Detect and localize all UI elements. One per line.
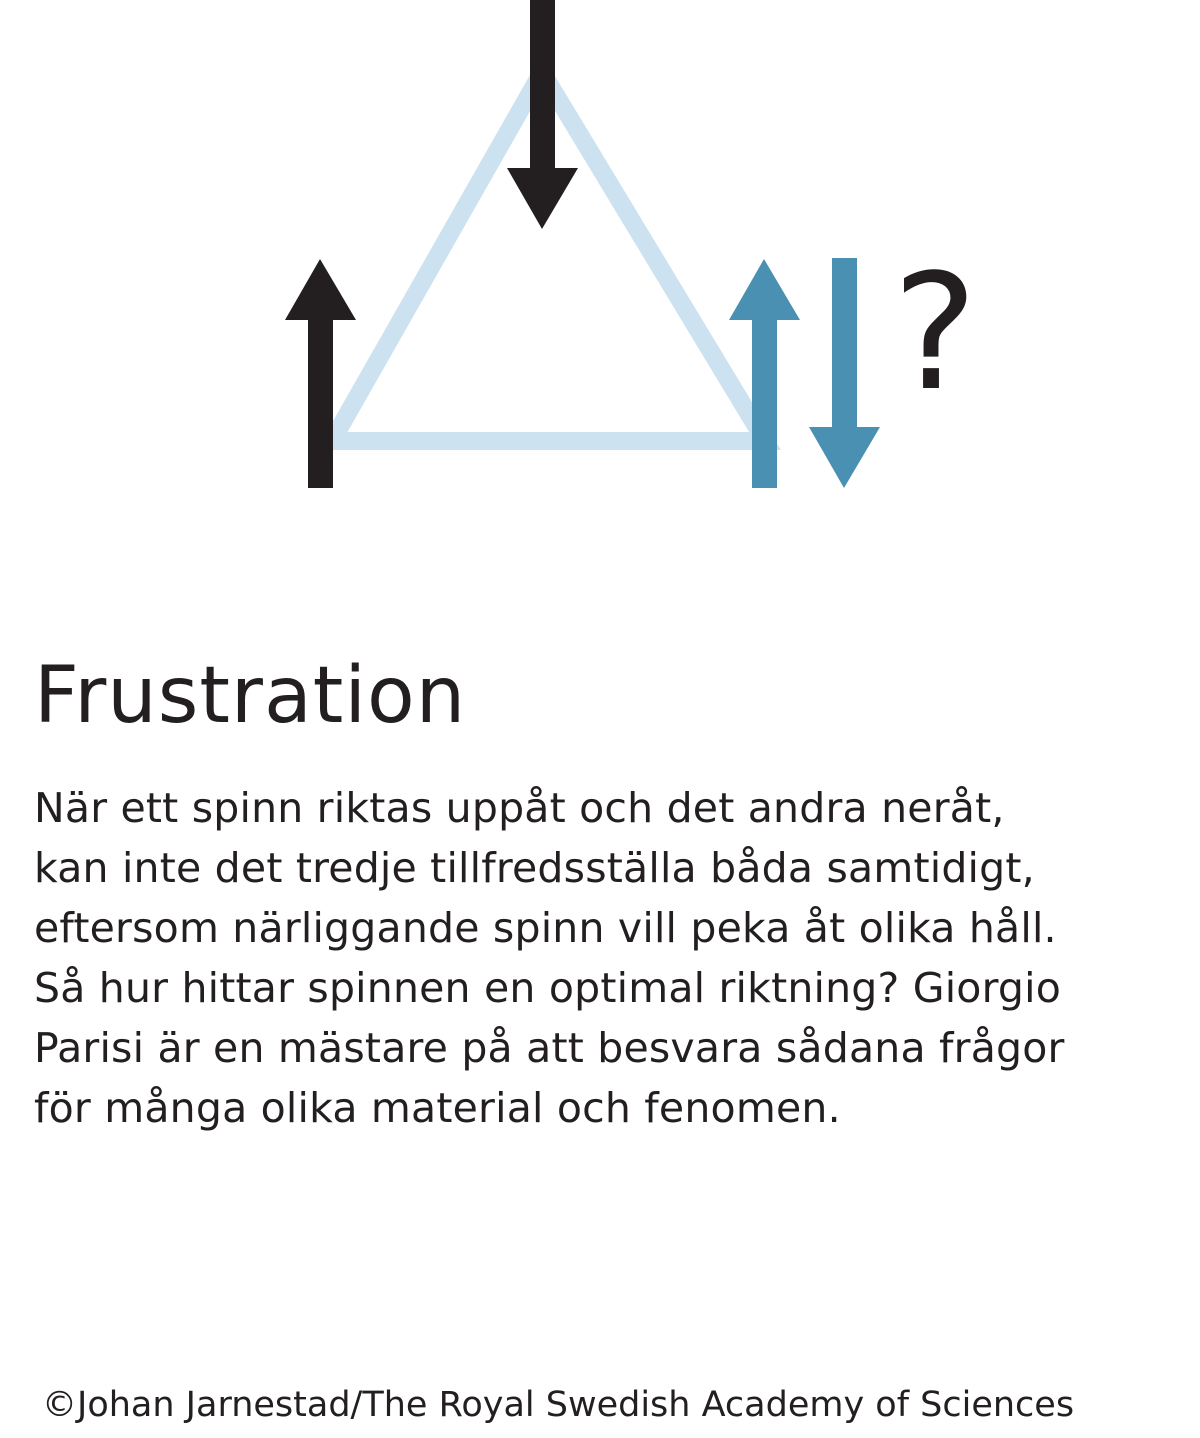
- description-line: för många olika material och fenomen.: [34, 1084, 841, 1132]
- spin-frustration-diagram: [0, 0, 1200, 560]
- right-spin-down-arrow-icon: [809, 258, 880, 488]
- description-line: När ett spinn riktas uppåt och det andra neråt,: [34, 784, 1005, 832]
- description-line: Parisi är en mästare på att besvara sådana frågor: [34, 1024, 1065, 1072]
- copyright-credit: ©Johan Jarnestad/The Royal Swedish Academy of Sciences: [42, 1385, 1075, 1425]
- description-line: kan inte det tredje tillfredsställa båda samtidigt,: [34, 844, 1035, 892]
- question-mark: ?: [892, 239, 978, 426]
- page-title: Frustration: [34, 651, 467, 741]
- description-line: Så hur hittar spinnen en optimal riktning? Giorgio: [34, 964, 1062, 1012]
- left-spin-up-arrow-icon: [285, 259, 356, 488]
- description-paragraph: [34, 778, 1174, 1138]
- description-line: eftersom närliggande spinn vill peka åt olika håll.: [34, 904, 1057, 952]
- right-spin-up-arrow-icon: [729, 259, 800, 488]
